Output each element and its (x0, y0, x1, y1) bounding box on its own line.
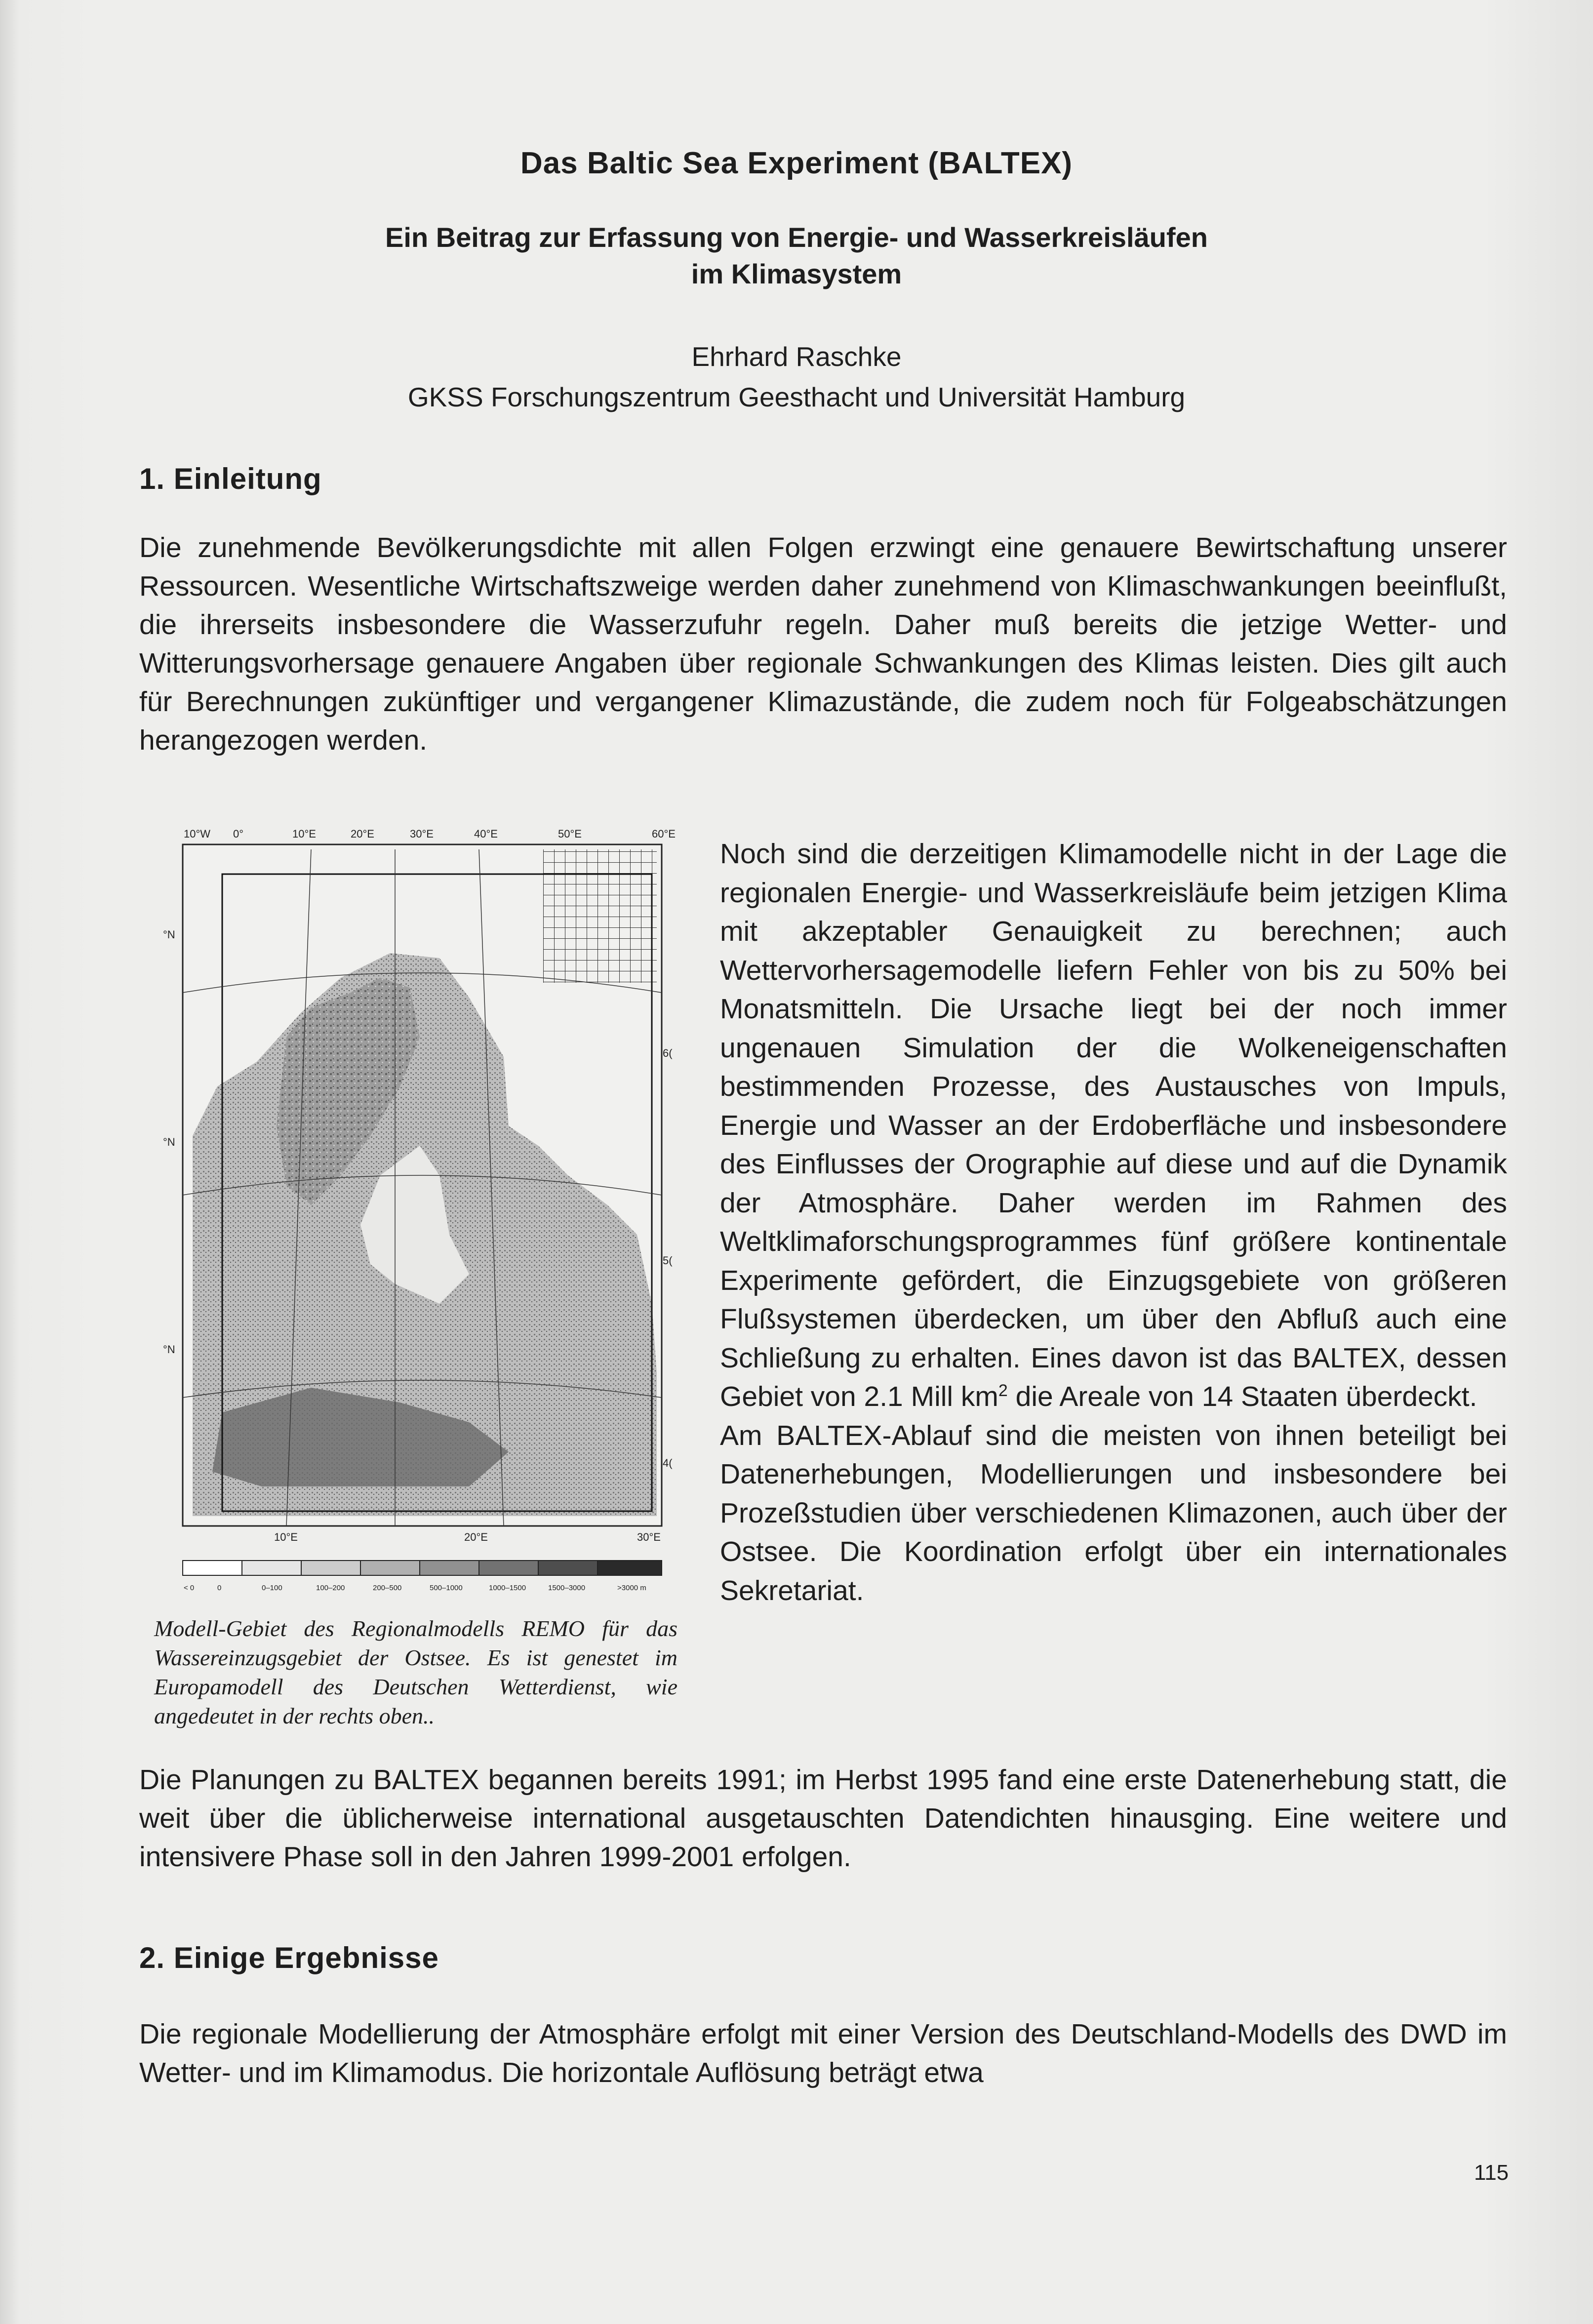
tick-bottom-0: 10°E (274, 1531, 298, 1543)
tick-bottom-2: 30°E (637, 1531, 661, 1543)
article-title: Das Baltic Sea Experiment (BALTEX) (520, 146, 1073, 180)
article-subtitle-line2: im Klimasystem (691, 258, 902, 289)
page-number: 115 (1474, 2161, 1509, 2185)
map-svg (163, 830, 681, 1600)
tick-left-2: °N (163, 1343, 175, 1356)
tick-left-1: °N (163, 1136, 175, 1148)
affiliation: GKSS Forschungszentrum Geesthacht und Universität Hamburg (407, 382, 1186, 412)
legend-label-8: >3000 m (617, 1584, 646, 1592)
tick-top-1: 0° (233, 830, 244, 840)
legend-label-4: 200–500 (373, 1584, 402, 1592)
tick-top-2: 10°E (292, 830, 316, 840)
paragraph-climate-models (720, 835, 1507, 1416)
paragraph-baltex-participation: Am BALTEX-Ablauf sind die meisten von ihnen beteiligt bei Datenerhebungen, Modellierungen und insbesondere bei Prozeßstudien über verschiedenen Klimazonen, auch über der Ostsee. Die Koordination erfolgt über ein internationales Sekretariat. (720, 1419, 1507, 1606)
tick-top-3: 20°E (351, 830, 374, 840)
legend-label-5: 500–1000 (430, 1584, 463, 1592)
superscript-2: 2 (998, 1381, 1008, 1400)
legend-label-3: 100–200 (316, 1584, 345, 1592)
elevation-legend (183, 1561, 662, 1575)
paragraph-climate-models-text: Noch sind die derzeitigen Klimamodelle nicht in der Lage die regionalen Energie- und Wasserkreisläufe beim jetzigen Klima mit akzeptabler Genauigkeit zu berechnen; auch Wettervorhersagemodelle liefern Fehler von bis zu 50% bei Monatsmitteln. Die Ursache liegt bei der noch immer ungenauen Simulation der die Wolkeneigenschaften bestimmenden Prozesse, des Austausches von Impuls, Energie und Wasser an der Erdoberfläche und insbesondere des Einflusses der Orographie auf diese und auf die Dynamik der Atmosphäre. Daher werden im Rahmen des Weltklimaforschungsprogrammes fünf größere kontinentale Experimente gefördert, die Einzugsgebiete von größeren Flußsystemen überdecken, um über den Abfluß auch eine Schließung zu erhalten. Eines davon ist das BALTEX, dessen Gebiet von 2.1 Mill km (720, 838, 1507, 1412)
tick-bottom-1: 20°E (464, 1531, 488, 1543)
legend-label-1: 0 (217, 1584, 222, 1592)
tick-top-5: 40°E (474, 830, 498, 840)
tick-right-2: 4( (663, 1457, 673, 1469)
grid-area (543, 849, 657, 983)
legend-label-6: 1000–1500 (489, 1584, 526, 1592)
tick-right-0: 6( (663, 1047, 673, 1059)
tick-left-0: °N (163, 928, 175, 941)
paragraph-planning: Die Planungen zu BALTEX begannen bereits 1991; im Herbst 1995 fand eine erste Datenerhebung statt, die weit über die üblicherweise international ausgetauschten Datendichten hinausging. Eine weitere und intensivere Phase soll in den Jahren 1999-2001 erfolgen. (139, 1764, 1507, 1873)
paragraph-modelling: Die regionale Modellierung der Atmosphäre erfolgt mit einer Version des Deutschland-Modells des DWD im Wetter- und im Klimamodus. Die horizontale Auflösung beträgt etwa (139, 2018, 1507, 2088)
tick-top-7: 60°E (652, 830, 676, 840)
legend-label-7: 1500–3000 (548, 1584, 586, 1592)
paragraph-climate-models-end: die Areale von 14 Staaten überdeckt. (1007, 1381, 1477, 1412)
right-column (720, 835, 1507, 1610)
paragraph-intro: Die zunehmende Bevölkerungsdichte mit allen Folgen erzwingt eine genauere Bewirtschaftung unserer Ressourcen. Wesentliche Wirtschaftszweige werden daher zunehmend von Klimaschwankungen beeinflußt, die ihrerseits insbesondere die Wasserzufuhr regeln. Daher muß bereits die jetzige Wetter- und Witterungsvorhersage genauere Angaben über regionale Schwankungen des Klimas leisten. Dies gilt auch für Berechnungen zukünftiger und vergangener Klimazustände, die zudem noch für Folgeabschätzungen herangezogen werden. (139, 532, 1507, 756)
tick-top-6: 50°E (558, 830, 582, 840)
figure-caption: Modell-Gebiet des Regionalmodells REMO für das Wassereinzugsgebiet der Ostsee. Es ist genestet im Europamodell des Deutschen Wetterdienst, wie angedeutet in der rechts oben.. (154, 1616, 677, 1728)
tick-top-0: 10°W (184, 830, 211, 840)
tick-right-1: 5( (663, 1254, 673, 1267)
tick-top-4: 30°E (410, 830, 434, 840)
section-heading-2: 2. Einige Ergebnisse (139, 1941, 439, 1974)
legend-label-0: < 0 (184, 1584, 195, 1592)
section-heading-1: 1. Einleitung (139, 462, 322, 495)
author: Ehrhard Raschke (691, 341, 902, 372)
article-subtitle-line1: Ein Beitrag zur Erfassung von Energie- und Wasserkreisläufen (385, 222, 1208, 253)
figure-map (163, 830, 681, 1600)
legend-label-2: 0–100 (262, 1584, 282, 1592)
